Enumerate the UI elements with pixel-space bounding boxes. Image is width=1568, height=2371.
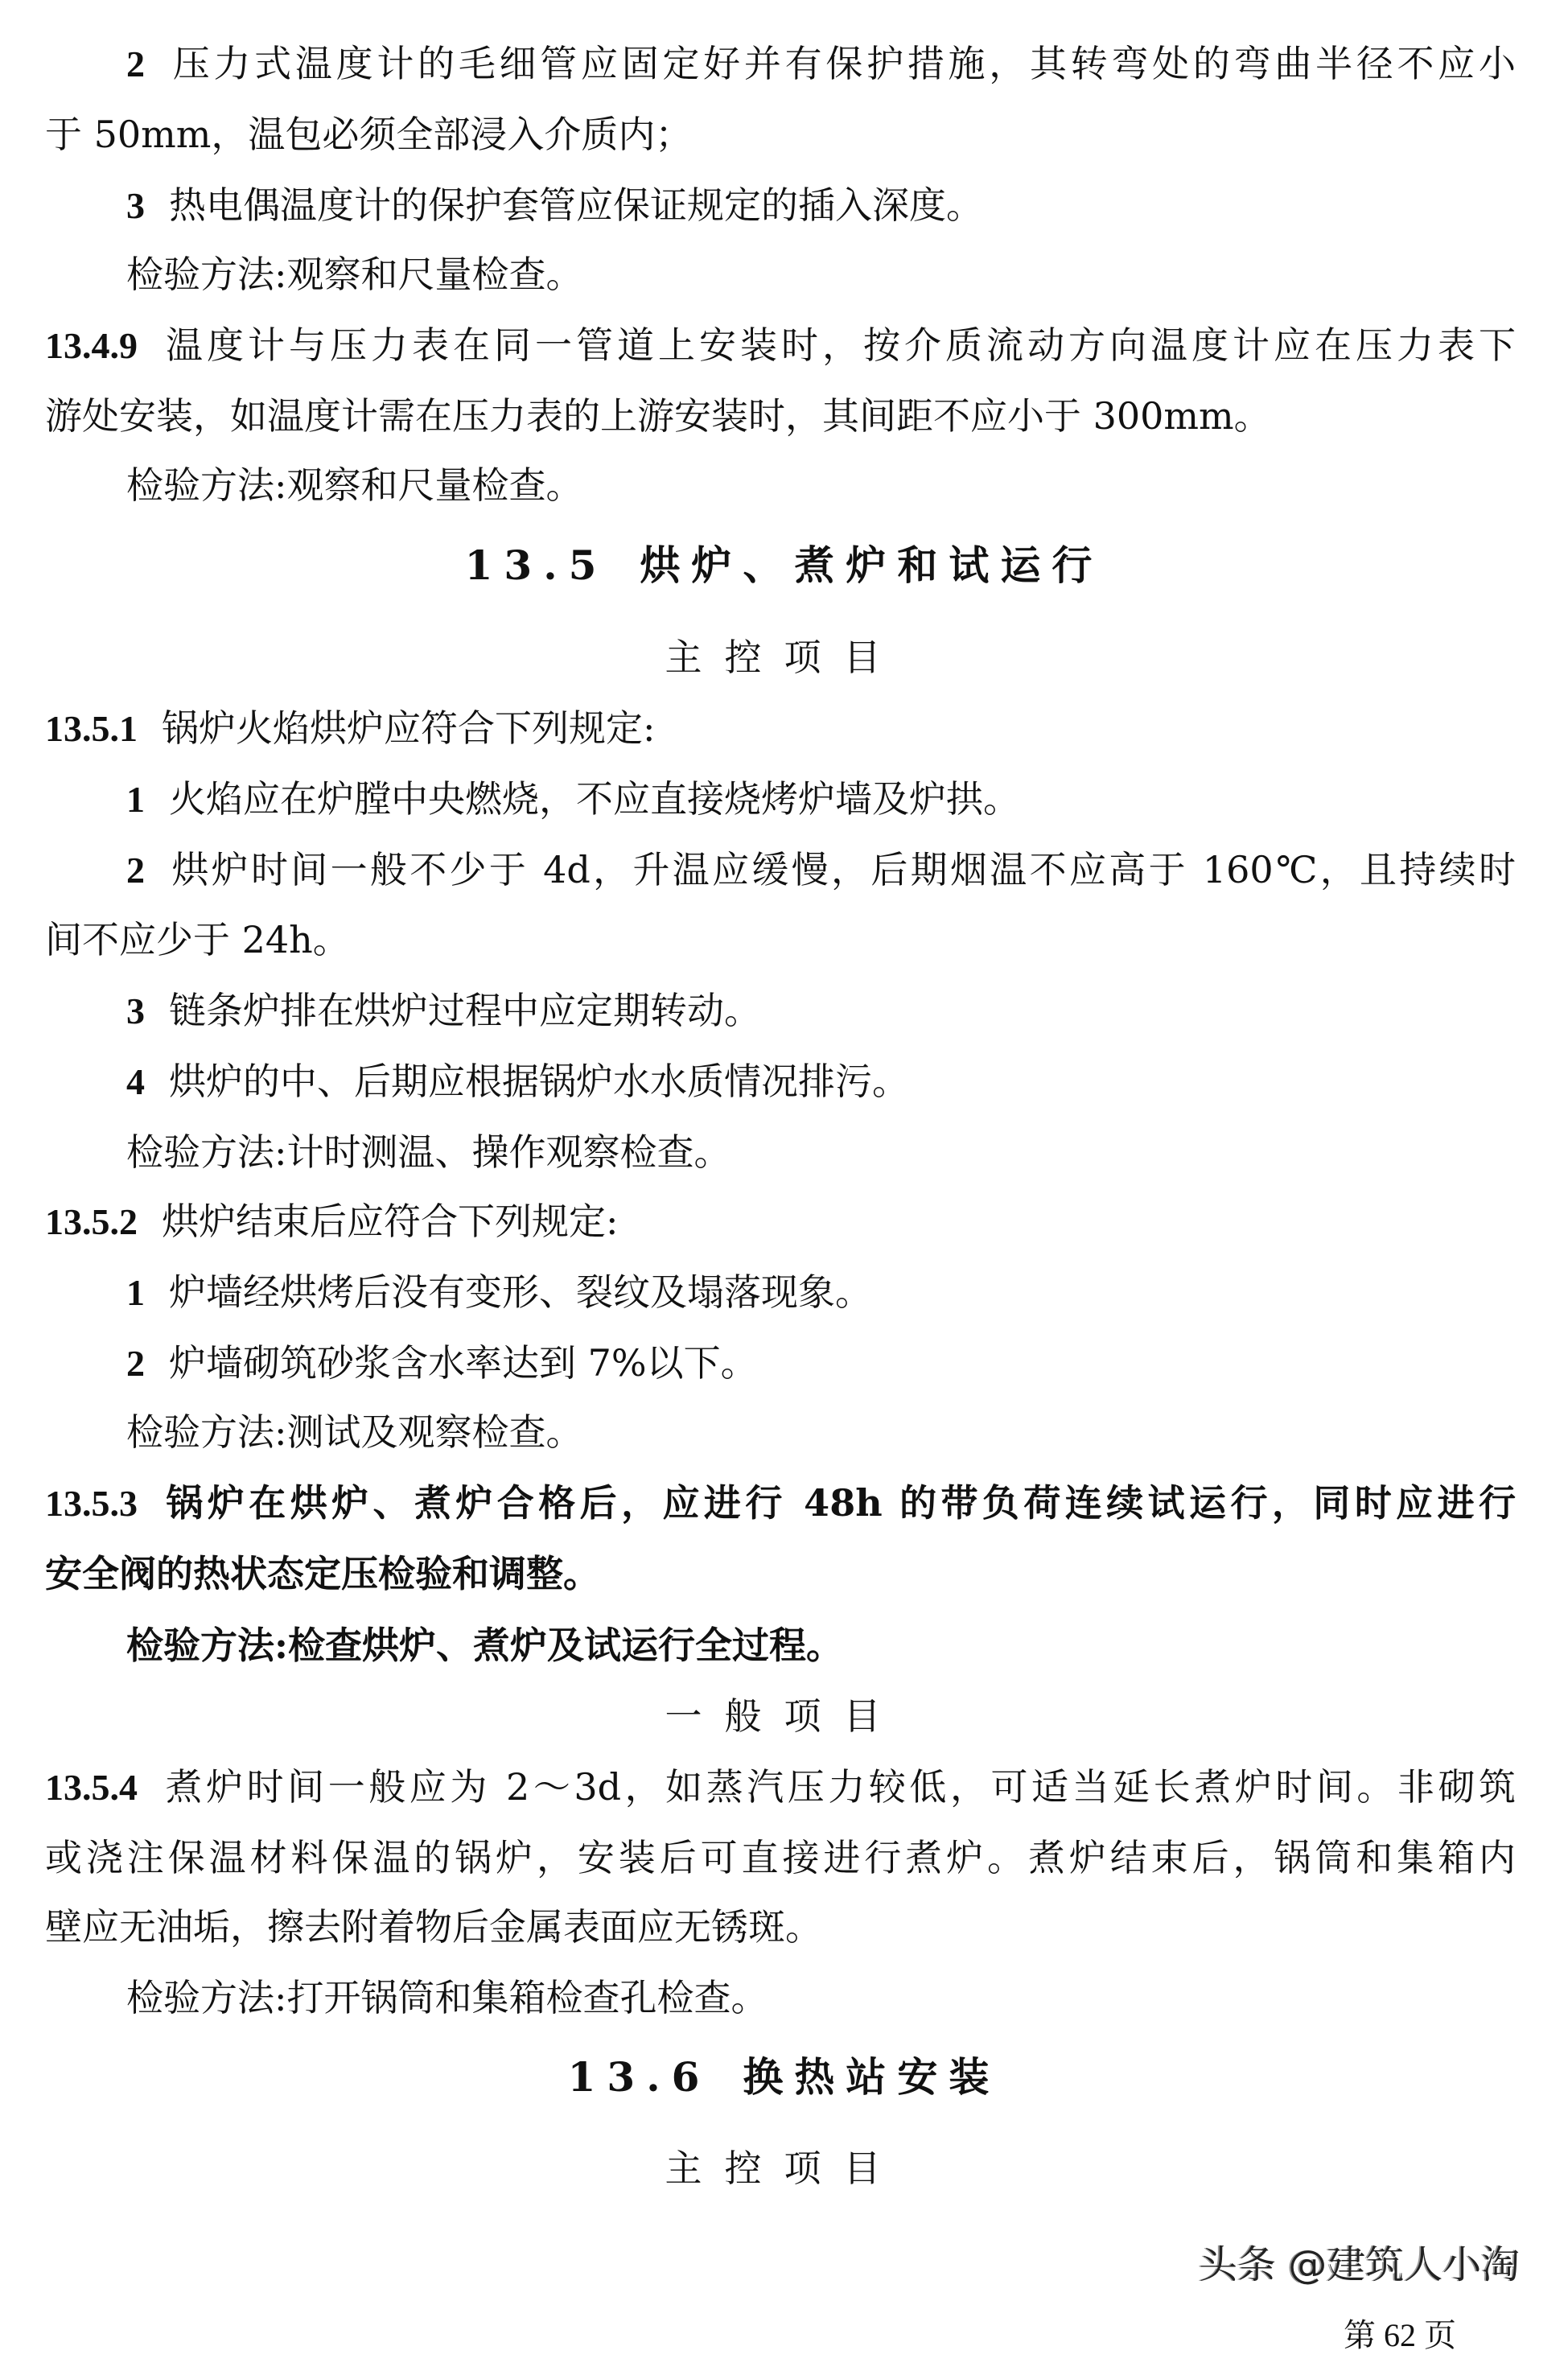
paragraph-line: 或浇注保温材料保温的锅炉，安装后可直接进行煮炉。煮炉结束后，锅筒和集箱内: [45, 1836, 1516, 1879]
watermark: 头条 @建筑人小淘: [1199, 2242, 1521, 2287]
section-heading: 13.5 烘炉、煮炉和试运行: [464, 541, 1104, 589]
page-number: 第 62 页: [1344, 2317, 1456, 2353]
paragraph-line: 于 50mm，温包必须全部浸入介质内；: [45, 113, 693, 156]
inspection-method: 检验方法:观察和尺量检查。: [126, 463, 583, 507]
inspection-method: 检验方法:打开锅筒和集箱检查孔检查。: [126, 1976, 768, 2019]
subsection-heading: 一般项目: [665, 1694, 903, 1738]
clause: 13.5.2 烘炉结束后应符合下列规定:: [45, 1200, 619, 1243]
list-item: 2 炉墙砌筑砂浆含水率达到 7%以下。: [126, 1341, 758, 1385]
list-item: 4 烘炉的中、后期应根据锅炉水水质情况排污。: [126, 1060, 909, 1103]
inspection-method: 检验方法:计时测温、操作观察检查。: [126, 1130, 731, 1174]
clause: 13.5.1 锅炉火焰烘炉应符合下列规定:: [45, 706, 656, 750]
clause: 13.4.9 温度计与压力表在同一管道上安装时，按介质流动方向温度计应在压力表下: [45, 323, 1516, 367]
clause: 13.5.4 煮炉时间一般应为 2～3d，如蒸汽压力较低，可适当延长煮炉时间。非砌筑: [45, 1765, 1516, 1809]
list-item: 1 炉墙经烘烤后没有变形、裂纹及塌落现象。: [126, 1270, 872, 1314]
inspection-method: 检验方法:测试及观察检查。: [126, 1410, 583, 1454]
list-item: 3 热电偶温度计的保护套管应保证规定的插入深度。: [126, 183, 983, 227]
inspection-method: 检验方法:观察和尺量检查。: [126, 253, 583, 296]
list-item: 3 链条炉排在烘炉过程中应定期转动。: [126, 989, 761, 1032]
subsection-heading: 主控项目: [665, 636, 903, 679]
clause: 13.5.3 锅炉在烘炉、煮炉合格后，应进行 48h 的带负荷连续试运行，同时应进行: [45, 1481, 1516, 1525]
paragraph-line: 间不应少于 24h。: [45, 918, 350, 961]
list-item: 2 压力式温度计的毛细管应固定好并有保护措施，其转弯处的弯曲半径不应小: [126, 42, 1516, 85]
paragraph-line: 壁应无油垢，擦去附着物后金属表面应无锈斑。: [45, 1905, 822, 1949]
paragraph-line: 安全阀的热状态定压检验和调整。: [45, 1552, 600, 1595]
paragraph-line: 游处安装，如温度计需在压力表的上游安装时，其间距不应小于 300mm。: [45, 394, 1271, 438]
list-item: 2 烘炉时间一般不少于 4d，升温应缓慢，后期烟温不应高于 160℃，且持续时: [126, 848, 1516, 891]
inspection-method: 检验方法:检查烘炉、煮炉及试运行全过程。: [126, 1624, 843, 1667]
list-item: 1 火焰应在炉膛中央燃烧，不应直接烧烤炉墙及炉拱。: [126, 777, 1020, 821]
subsection-heading: 主控项目: [665, 2147, 903, 2190]
section-heading: 13.6 换热站安装: [567, 2053, 1001, 2101]
